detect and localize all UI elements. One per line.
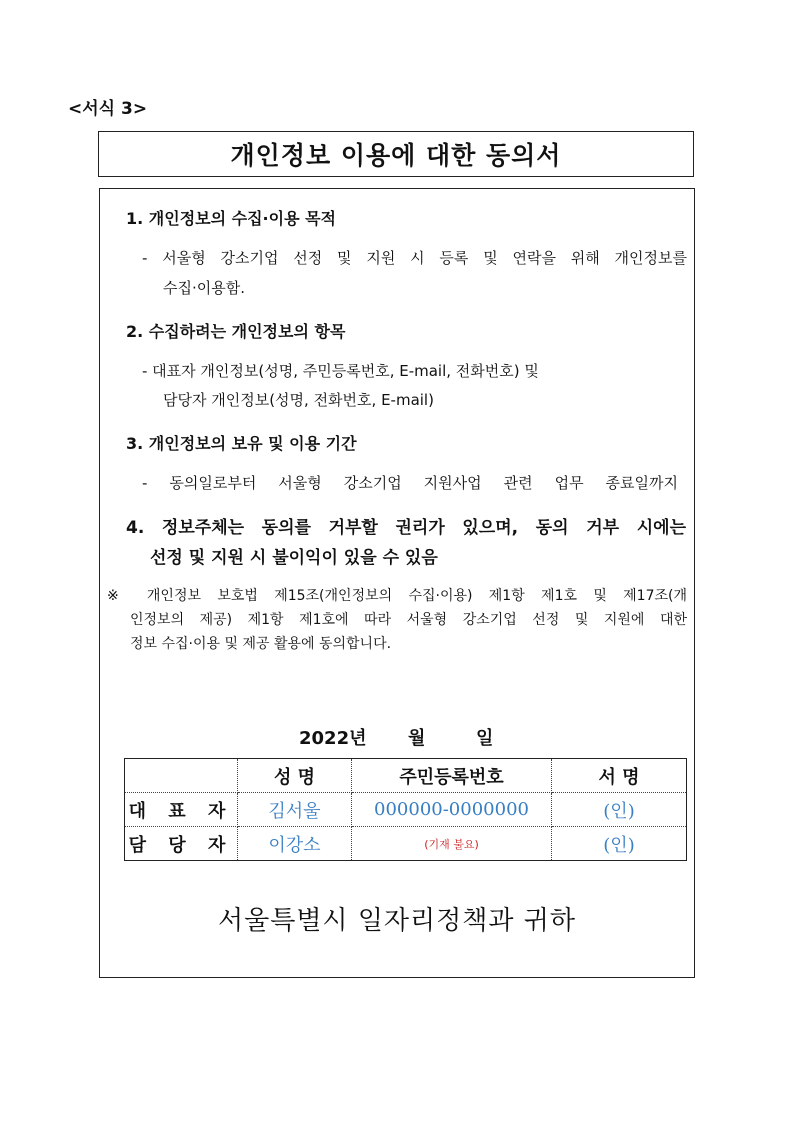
- section-1-line-1: - 서울형 강소기업 선정 및 지원 시 등록 및 연락을 위해 개인정보를: [142, 249, 687, 267]
- date-day: 일: [476, 728, 494, 749]
- form-number: <서식 3>: [68, 99, 148, 119]
- section-1-heading: 1. 개인정보의 수집·이용 목적: [126, 209, 337, 228]
- date-year: 2022년: [299, 728, 367, 749]
- consent-note-line-2: 인정보의 제공) 제1항 제1호에 따라 서울형 강소기업 선정 및 지원에 대한: [130, 612, 687, 628]
- row-label-manager: 담 당 자: [125, 827, 238, 861]
- representative-name-field[interactable]: 김서울: [238, 793, 352, 827]
- title-box: [98, 131, 694, 177]
- table-header-id-number: 주민등록번호: [352, 759, 552, 793]
- signature-table: [124, 758, 687, 861]
- table-header-signature: 서 명: [552, 759, 687, 793]
- manager-name-field[interactable]: 이강소: [238, 827, 352, 861]
- table-row: [125, 827, 687, 861]
- table-header-row: [125, 759, 687, 793]
- table-header-blank: [125, 759, 238, 793]
- section-2-line-1: - 대표자 개인정보(성명, 주민등록번호, E-mail, 전화번호) 및: [142, 362, 539, 380]
- addressee-footer: 서울특별시 일자리정책과 귀하: [217, 906, 577, 936]
- table-row: [125, 793, 687, 827]
- section-2-heading: 2. 수집하려는 개인정보의 항목: [126, 322, 346, 341]
- date-month: 월: [408, 728, 426, 749]
- consent-note-line-1: ※ 개인정보 보호법 제15조(개인정보의 수집·이용) 제1항 제1호 및 제17조(개: [107, 588, 687, 604]
- section-2-line-2: 담당자 개인정보(성명, 전화번호, E-mail): [163, 391, 434, 409]
- manager-sign-field[interactable]: (인): [552, 827, 687, 861]
- representative-sign-field[interactable]: (인): [552, 793, 687, 827]
- manager-id-not-required: (기재 불요): [352, 827, 552, 861]
- representative-id-field[interactable]: 000000-0000000: [352, 793, 552, 827]
- section-1-line-2: 수집·이용함.: [163, 279, 245, 297]
- section-4-heading-line-1: 4. 정보주체는 동의를 거부할 권리가 있으며, 동의 거부 시에는: [126, 518, 686, 538]
- document-title: 개인정보 이용에 대한 동의서: [230, 141, 562, 170]
- row-label-representative: 대 표 자: [125, 793, 238, 827]
- section-3-line-1: - 동의일로부터 서울형 강소기업 지원사업 관련 업무 종료일까지: [142, 474, 678, 492]
- table-header-name: 성 명: [238, 759, 352, 793]
- section-4-heading-line-2: 선정 및 지원 시 불이익이 있을 수 있음: [150, 548, 438, 568]
- section-3-heading: 3. 개인정보의 보유 및 이용 기간: [126, 434, 357, 453]
- consent-note-line-3: 정보 수집·이용 및 제공 활용에 동의합니다.: [130, 636, 392, 652]
